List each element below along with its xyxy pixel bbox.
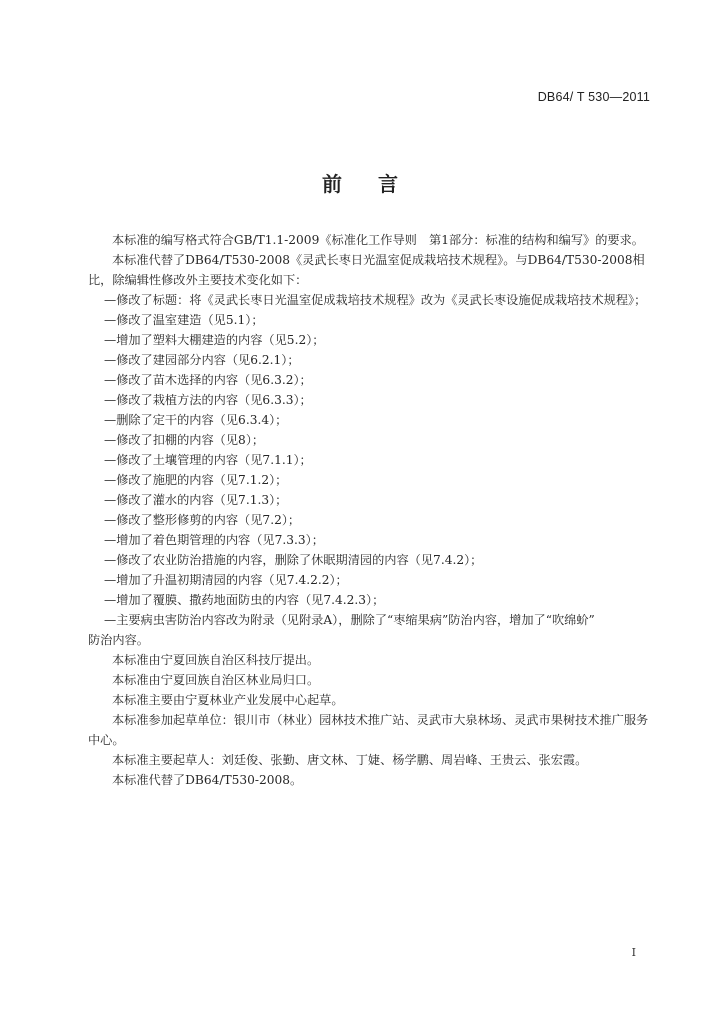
list-item: —修改了标题：将《灵武长枣日光温室促成栽培技术规程》改为《灵武长枣设施促成栽培技术规程》；: [104, 293, 647, 307]
list-item: —删除了定干的内容（见6.3.4）；: [104, 413, 288, 427]
list-item-continuation: 防治内容。: [88, 633, 149, 647]
list-item: —修改了整形修剪的内容（见7.2）；: [104, 513, 301, 527]
paragraph-drafters: 本标准主要起草人：刘廷俊、张勤、唐文林、丁婕、杨学鹏、周岩峰、王贵云、张宏霞。: [112, 753, 588, 767]
paragraph-format: 本标准的编写格式符合GB/T1.1-2009《标准化工作导则 第1部分：标准的结构和编写》的要求。: [112, 233, 644, 247]
list-item: —修改了温室建造（见5.1）；: [104, 313, 264, 327]
list-item: —修改了栽植方法的内容（见6.3.3）；: [104, 393, 312, 407]
list-item: —修改了建园部分内容（见6.2.1）；: [104, 353, 300, 367]
paragraph-replacement: 本标准代替了DB64/T530-2008《灵武长枣日光温室促成栽培技术规程》。与DB64/T530-2008相比，除编辑性修改外主要技术变化如下：: [88, 253, 645, 287]
page-title: 前言: [322, 172, 434, 196]
list-item: —修改了土壤管理的内容（见7.1.1）；: [104, 453, 312, 467]
change-list: [88, 290, 658, 650]
paragraph-replaces: 本标准代替了DB64/T530-2008。: [112, 773, 303, 787]
list-item: —修改了施肥的内容（见7.1.2）；: [104, 473, 288, 487]
list-item: —修改了扣棚的内容（见8）；: [104, 433, 265, 447]
document-body: [88, 230, 658, 790]
list-item: —增加了着色期管理的内容（见7.3.3）；: [104, 533, 324, 547]
paragraph-managed: 本标准由宁夏回族自治区林业局归口。: [112, 673, 320, 687]
paragraph-drafted: 本标准主要由宁夏林业产业发展中心起草。: [112, 693, 344, 707]
list-item: —修改了农业防治措施的内容，删除了休眠期清园的内容（见7.4.2）；: [104, 553, 483, 567]
list-item: —修改了苗木选择的内容（见6.3.2）；: [104, 373, 312, 387]
paragraph-proposed: 本标准由宁夏回族自治区科技厅提出。: [112, 653, 320, 667]
list-item: —主要病虫害防治内容改为附录（见附录A），删除了“枣缩果病”防治内容，增加了“吹绵蚧”: [104, 613, 595, 627]
list-item: —修改了灌水的内容（见7.1.3）；: [104, 493, 288, 507]
list-item: —增加了塑料大棚建造的内容（见5.2）；: [104, 333, 325, 347]
list-item: —增加了覆膜、撒药地面防虫的内容（见7.4.2.3）；: [104, 593, 385, 607]
paragraph-participants: 本标准参加起草单位：银川市（林业）园林技术推广站、灵武市大泉林场、灵武市果树技术推广服务中心。: [88, 713, 649, 747]
page-number: I: [631, 946, 636, 959]
list-item: —增加了升温初期清园的内容（见7.4.2.2）；: [104, 573, 348, 587]
standard-code: DB64/ T 530—2011: [537, 90, 650, 104]
